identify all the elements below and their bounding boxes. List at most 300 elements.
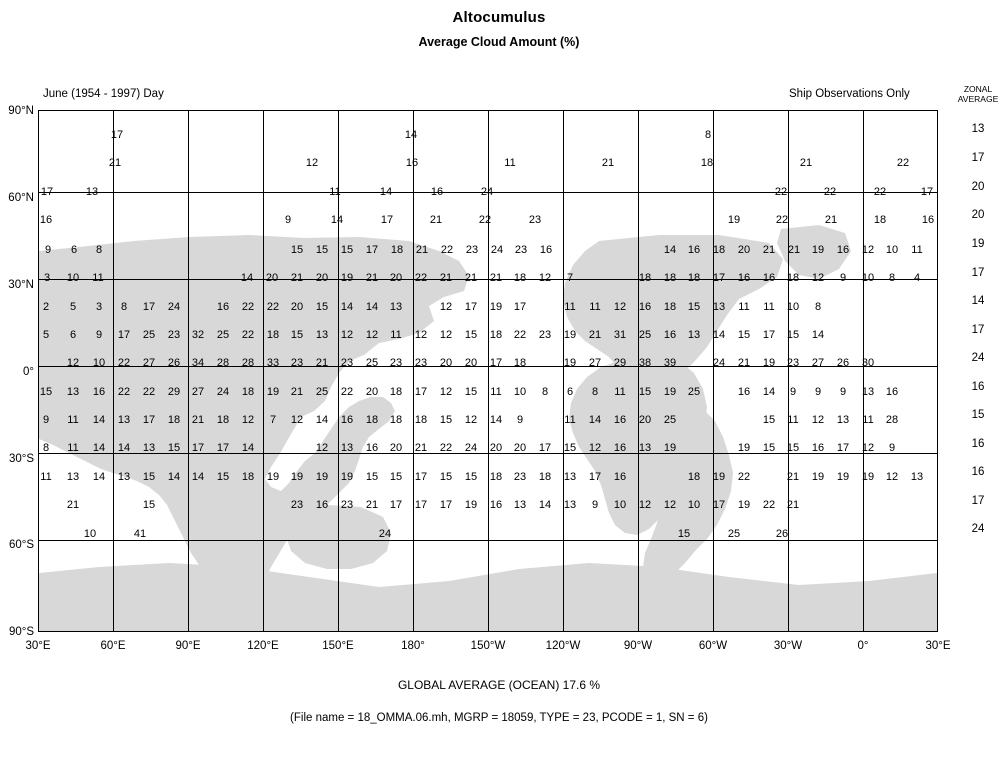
cloud-amount-cell: 22 [266,301,280,313]
cloud-amount-cell: 9 [516,414,524,426]
cloud-amount-cell: 24 [167,301,181,313]
cloud-amount-cell: 18 [873,214,887,226]
cloud-amount-cell: 18 [700,157,714,169]
cloud-amount-cell: 11 [787,414,799,426]
cloud-amount-cell: 25 [142,329,156,341]
cloud-amount-cell: 10 [885,244,899,256]
x-axis-tick-label: 90°E [175,640,201,652]
cloud-amount-cell: 19 [340,471,354,483]
cloud-amount-cell: 25 [663,414,677,426]
cloud-amount-cell: 17 [216,442,230,454]
cloud-amount-cell: 15 [315,301,329,313]
cloud-amount-cell: 16 [613,414,627,426]
cloud-amount-cell: 11 [92,272,104,284]
cloud-amount-cell: 8 [591,386,599,398]
cloud-amount-cell: 14 [92,442,106,454]
cloud-amount-cell: 20 [315,272,329,284]
cloud-amount-cell: 12 [464,414,478,426]
cloud-amount-cell: 15 [439,471,453,483]
cloud-amount-cell: 23 [528,214,542,226]
cloud-amount-cell: 18 [638,272,652,284]
cloud-amount-cell: 17 [464,301,478,313]
cloud-amount-cell: 12 [439,329,453,341]
x-axis-tick-label: 150°E [322,640,354,652]
cloud-amount-cell: 19 [762,357,776,369]
gridline-v [263,111,264,631]
cloud-amount-cell: 17 [142,301,156,313]
cloud-amount-cell: 22 [774,186,788,198]
global-average-label: GLOBAL AVERAGE (OCEAN) 17.6 % [397,678,601,692]
cloud-amount-cell: 22 [873,186,887,198]
cloud-amount-cell: 10 [513,386,527,398]
cloud-amount-cell: 20 [464,357,478,369]
cloud-amount-cell: 19 [464,499,478,511]
cloud-amount-cell: 24 [480,186,494,198]
zonal-average-value: 16 [971,438,985,450]
cloud-amount-cell: 27 [588,357,602,369]
cloud-amount-cell: 17 [365,244,379,256]
cloud-amount-cell: 20 [290,301,304,313]
cloud-amount-cell: 18 [241,386,255,398]
cloud-amount-cell: 9 [44,244,52,256]
cloud-amount-cell: 18 [687,471,701,483]
cloud-amount-cell: 21 [290,272,304,284]
data-source-label: Ship Observations Only [789,88,910,100]
cloud-amount-cell: 12 [340,329,354,341]
cloud-amount-cell: 17 [712,272,726,284]
cloud-amount-cell: 15 [762,414,776,426]
cloud-amount-cell: 23 [389,357,403,369]
cloud-amount-cell: 14 [240,272,254,284]
cloud-amount-cell: 21 [191,414,205,426]
x-axis-tick-label: 30°E [25,640,51,652]
cloud-amount-cell: 25 [315,386,329,398]
x-axis-tick-label: 120°W [545,640,581,652]
cloud-amount-cell: 16 [613,471,627,483]
cloud-amount-cell: 12 [439,301,453,313]
cloud-amount-cell: 21 [786,499,800,511]
cloud-amount-cell: 13 [563,471,577,483]
cloud-amount-cell: 18 [663,272,677,284]
cloud-amount-cell: 20 [638,414,652,426]
zonal-average-value: 14 [971,295,985,307]
x-axis-tick-label: 0° [857,640,869,652]
cloud-amount-cell: 21 [439,272,453,284]
cloud-amount-cell: 11 [40,471,52,483]
cloud-amount-cell: 20 [265,272,279,284]
cloud-amount-cell: 16 [638,301,652,313]
zonal-average-value: 19 [971,238,985,250]
cloud-amount-cell: 5 [42,329,50,341]
cloud-amount-cell: 16 [340,414,354,426]
cloud-amount-cell: 12 [588,442,602,454]
gridline-v [563,111,564,631]
cloud-amount-cell: 10 [92,357,106,369]
cloud-amount-cell: 11 [911,244,923,256]
cloud-amount-cell: 11 [564,301,576,313]
cloud-amount-cell: 20 [489,442,503,454]
cloud-amount-cell: 16 [430,186,444,198]
cloud-amount-cell: 25 [216,329,230,341]
cloud-amount-cell: 27 [191,386,205,398]
cloud-amount-cell: 31 [613,329,627,341]
cloud-amount-cell: 15 [762,442,776,454]
cloud-amount-cell: 12 [861,244,875,256]
cloud-amount-cell: 19 [737,499,751,511]
gridline-v [638,111,639,631]
cloud-amount-cell: 23 [167,329,181,341]
cloud-amount-cell: 12 [290,414,304,426]
cloud-amount-cell: 29 [167,386,181,398]
cloud-amount-cell: 15 [677,528,691,540]
cloud-amount-cell: 18 [389,386,403,398]
cloud-amount-cell: 18 [216,414,230,426]
cloud-amount-cell: 11 [589,301,601,313]
cloud-amount-cell: 12 [861,442,875,454]
cloud-amount-cell: 17 [836,442,850,454]
file-note-label: (File name = 18_OMMA.06.mh, MGRP = 18059, TYPE = 23, PCODE = 1, SN = 6) [290,712,708,724]
y-axis-tick-label: 30°S [8,453,34,465]
cloud-amount-cell: 19 [663,442,677,454]
cloud-amount-cell: 4 [913,272,921,284]
cloud-amount-cell: 22 [241,301,255,313]
cloud-amount-cell: 15 [563,442,577,454]
cloud-amount-cell: 16 [811,442,825,454]
cloud-amount-cell: 11 [738,301,750,313]
y-axis-tick-label: 60°S [8,539,34,551]
gridline-v [713,111,714,631]
cloud-amount-cell: 9 [42,414,50,426]
cloud-amount-cell: 12 [885,471,899,483]
cloud-amount-cell: 24 [378,528,392,540]
zonal-average-value: 24 [971,523,985,535]
cloud-amount-cell: 17 [762,329,776,341]
y-axis-tick-label: 0° [23,366,34,378]
cloud-amount-cell: 12 [439,386,453,398]
zonal-average-value: 17 [971,324,985,336]
cloud-amount-cell: 13 [638,442,652,454]
cloud-amount-cell: 19 [663,386,677,398]
cloud-amount-cell: 25 [727,528,741,540]
cloud-amount-cell: 16 [687,244,701,256]
cloud-amount-cell: 10 [66,272,80,284]
cloud-amount-cell: 8 [888,272,896,284]
gridline-v [113,111,114,631]
cloud-amount-cell: 22 [117,357,131,369]
zonal-average-value: 13 [971,123,985,135]
cloud-amount-cell: 11 [504,157,516,169]
cloud-amount-cell: 11 [67,442,79,454]
cloud-amount-cell: 22 [440,244,454,256]
zonal-average-value: 20 [971,181,985,193]
cloud-amount-cell: 18 [712,244,726,256]
cloud-amount-cell: 19 [315,471,329,483]
cloud-amount-cell: 9 [839,272,847,284]
cloud-amount-cell: 8 [814,301,822,313]
gridline-v [863,111,864,631]
cloud-amount-cell: 29 [613,357,627,369]
cloud-amount-cell: 25 [638,329,652,341]
x-axis-tick-label: 30°W [773,640,803,652]
cloud-amount-cell: 14 [340,301,354,313]
x-axis-tick-label: 60°W [698,640,728,652]
cloud-amount-cell: 19 [563,357,577,369]
cloud-amount-cell: 22 [439,442,453,454]
cloud-amount-cell: 15 [464,329,478,341]
cloud-amount-cell: 5 [69,301,77,313]
cloud-amount-cell: 11 [390,329,402,341]
cloud-amount-cell: 16 [365,442,379,454]
cloud-amount-cell: 17 [538,442,552,454]
zonal-average-value: 16 [971,466,985,478]
chart-subtitle: Average Cloud Amount (%) [418,35,580,49]
cloud-amount-cell: 26 [775,528,789,540]
cloud-amount-cell: 26 [167,357,181,369]
cloud-amount-cell: 22 [340,386,354,398]
zonal-average-value: 17 [971,495,985,507]
cloud-amount-cell: 8 [704,129,712,141]
cloud-amount-cell: 20 [365,386,379,398]
chart-title: Altocumulus [452,9,546,26]
cloud-amount-cell: 13 [910,471,924,483]
cloud-amount-cell: 21 [799,157,813,169]
cloud-amount-cell: 17 [389,499,403,511]
cloud-amount-cell: 21 [315,357,329,369]
cloud-amount-cell: 18 [538,471,552,483]
cloud-amount-cell: 15 [638,386,652,398]
cloud-amount-cell: 14 [762,386,776,398]
cloud-amount-cell: 21 [824,214,838,226]
cloud-amount-cell: 14 [538,499,552,511]
cloud-amount-cell: 20 [389,442,403,454]
cloud-amount-cell: 18 [266,329,280,341]
cloud-amount-cell: 20 [439,357,453,369]
cloud-amount-cell: 28 [885,414,899,426]
cloud-amount-cell: 23 [414,357,428,369]
cloud-amount-cell: 16 [539,244,553,256]
zonal-average-value: 16 [971,381,985,393]
x-axis-tick-label: 120°E [247,640,279,652]
cloud-amount-cell: 22 [896,157,910,169]
cloud-amount-cell: 13 [117,471,131,483]
cloud-amount-cell: 21 [365,272,379,284]
y-axis-tick-label: 60°N [8,192,34,204]
gridline-h-60s [39,540,937,541]
cloud-amount-cell: 21 [108,157,122,169]
cloud-amount-cell: 20 [737,244,751,256]
cloud-amount-cell: 10 [613,499,627,511]
cloud-amount-cell: 24 [712,357,726,369]
cloud-amount-cell: 14 [241,442,255,454]
cloud-amount-cell: 11 [862,414,874,426]
cloud-amount-cell: 9 [839,386,847,398]
cloud-amount-cell: 19 [712,471,726,483]
cloud-amount-cell: 21 [429,214,443,226]
cloud-amount-cell: 8 [42,442,50,454]
cloud-amount-cell: 16 [737,272,751,284]
cloud-amount-cell: 17 [588,471,602,483]
cloud-amount-cell: 20 [389,272,403,284]
cloud-amount-cell: 14 [712,329,726,341]
cloud-amount-cell: 17 [380,214,394,226]
cloud-amount-cell: 17 [414,499,428,511]
cloud-amount-cell: 6 [70,244,78,256]
gridline-v [413,111,414,631]
cloud-amount-cell: 17 [712,499,726,511]
cloud-amount-cell: 12 [365,329,379,341]
cloud-amount-cell: 15 [290,329,304,341]
cloud-amount-cell: 23 [290,499,304,511]
cloud-amount-cell: 13 [142,442,156,454]
cloud-amount-cell: 14 [92,471,106,483]
cloud-amount-cell: 34 [191,357,205,369]
cloud-amount-cell: 30 [861,357,875,369]
cloud-amount-cell: 16 [489,499,503,511]
cloud-amount-cell: 10 [83,528,97,540]
cloud-amount-cell: 23 [514,244,528,256]
cloud-amount-cell: 22 [513,329,527,341]
cloud-amount-cell: 19 [727,214,741,226]
cloud-amount-cell: 33 [266,357,280,369]
cloud-amount-cell: 12 [811,272,825,284]
cloud-amount-cell: 8 [95,244,103,256]
cloud-amount-cell: 15 [39,386,53,398]
cloud-amount-cell: 14 [588,414,602,426]
cloud-amount-cell: 21 [762,244,776,256]
cloud-amount-cell: 22 [142,386,156,398]
cloud-amount-cell: 27 [142,357,156,369]
cloud-amount-cell: 23 [465,244,479,256]
cloud-amount-cell: 8 [541,386,549,398]
cloud-amount-cell: 14 [404,129,418,141]
cloud-amount-cell: 9 [888,442,896,454]
cloud-amount-cell: 38 [638,357,652,369]
cloud-amount-cell: 14 [315,414,329,426]
cloud-amount-cell: 15 [365,471,379,483]
cloud-amount-cell: 15 [786,442,800,454]
cloud-amount-cell: 23 [538,329,552,341]
period-label: June (1954 - 1997) Day [43,88,164,100]
cloud-amount-cell: 13 [66,471,80,483]
cloud-amount-cell: 11 [329,186,341,198]
y-axis-tick-label: 30°N [8,279,34,291]
cloud-amount-cell: 24 [464,442,478,454]
cloud-amount-cell: 3 [43,272,51,284]
cloud-amount-cell: 3 [95,301,103,313]
cloud-amount-cell: 27 [811,357,825,369]
x-axis-tick-label: 90°W [623,640,653,652]
cloud-amount-cell: 13 [513,499,527,511]
cloud-amount-cell: 17 [191,442,205,454]
cloud-amount-cell: 15 [216,471,230,483]
cloud-amount-cell: 28 [216,357,230,369]
cloud-amount-cell: 15 [290,244,304,256]
y-axis-tick-label: 90°N [8,105,34,117]
zonal-average-value: 17 [971,267,985,279]
cloud-amount-cell: 21 [489,272,503,284]
cloud-amount-cell: 18 [663,301,677,313]
cloud-amount-cell: 25 [365,357,379,369]
cloud-amount-cell: 23 [290,357,304,369]
cloud-amount-cell: 14 [117,442,131,454]
cloud-amount-cell: 13 [117,414,131,426]
cloud-amount-cell: 16 [663,329,677,341]
cloud-amount-cell: 12 [241,414,255,426]
cloud-amount-cell: 21 [787,244,801,256]
cloud-amount-cell: 21 [601,157,615,169]
cloud-amount-cell: 15 [464,386,478,398]
cloud-amount-cell: 14 [811,329,825,341]
cloud-amount-cell: 11 [614,386,626,398]
cloud-amount-cell: 9 [591,499,599,511]
cloud-amount-cell: 16 [921,214,935,226]
cloud-amount-cell: 10 [861,272,875,284]
cloud-amount-cell: 2 [42,301,50,313]
cloud-amount-cell: 13 [712,301,726,313]
cloud-amount-cell: 22 [241,329,255,341]
cloud-amount-cell: 18 [687,272,701,284]
zonal-average-value: 15 [971,409,985,421]
cloud-amount-cell: 18 [389,414,403,426]
cloud-amount-cell: 6 [69,329,77,341]
cloud-amount-cell: 17 [513,301,527,313]
cloud-amount-cell: 18 [489,329,503,341]
cloud-amount-cell: 11 [490,386,502,398]
cloud-amount-cell: 14 [167,471,181,483]
cloud-amount-cell: 18 [513,357,527,369]
cloud-amount-cell: 12 [538,272,552,284]
cloud-amount-cell: 18 [241,471,255,483]
cloud-amount-cell: 13 [687,329,701,341]
cloud-amount-cell: 19 [861,471,875,483]
cloud-amount-cell: 17 [110,129,124,141]
cloud-amount-cell: 19 [266,386,280,398]
x-axis-tick-label: 180° [401,640,425,652]
cloud-amount-cell: 14 [489,414,503,426]
cloud-amount-cell: 22 [823,186,837,198]
cloud-amount-cell: 17 [414,471,428,483]
zonal-average-value: 17 [971,152,985,164]
cloud-amount-cell: 12 [66,357,80,369]
cloud-amount-cell: 14 [365,301,379,313]
cloud-amount-cell: 13 [340,442,354,454]
cloud-amount-cell: 9 [814,386,822,398]
cloud-amount-cell: 15 [786,329,800,341]
cloud-amount-cell: 15 [464,471,478,483]
cloud-amount-cell: 23 [340,357,354,369]
cloud-amount-cell: 11 [67,414,79,426]
cloud-amount-cell: 24 [216,386,230,398]
cloud-amount-cell: 16 [737,386,751,398]
cloud-amount-cell: 7 [566,272,574,284]
cloud-amount-cell: 21 [66,499,80,511]
cloud-amount-cell: 19 [737,442,751,454]
cloud-amount-cell: 21 [415,244,429,256]
cloud-amount-cell: 25 [687,386,701,398]
cloud-amount-cell: 9 [95,329,103,341]
cloud-amount-cell: 21 [737,357,751,369]
cloud-amount-cell: 13 [66,386,80,398]
cloud-amount-cell: 16 [92,386,106,398]
cloud-amount-cell: 19 [489,301,503,313]
cloud-amount-cell: 12 [315,442,329,454]
cloud-amount-cell: 26 [836,357,850,369]
cloud-amount-cell: 13 [861,386,875,398]
cloud-amount-cell: 24 [490,244,504,256]
cloud-amount-cell: 19 [290,471,304,483]
cloud-amount-cell: 12 [613,301,627,313]
cloud-amount-cell: 19 [563,329,577,341]
